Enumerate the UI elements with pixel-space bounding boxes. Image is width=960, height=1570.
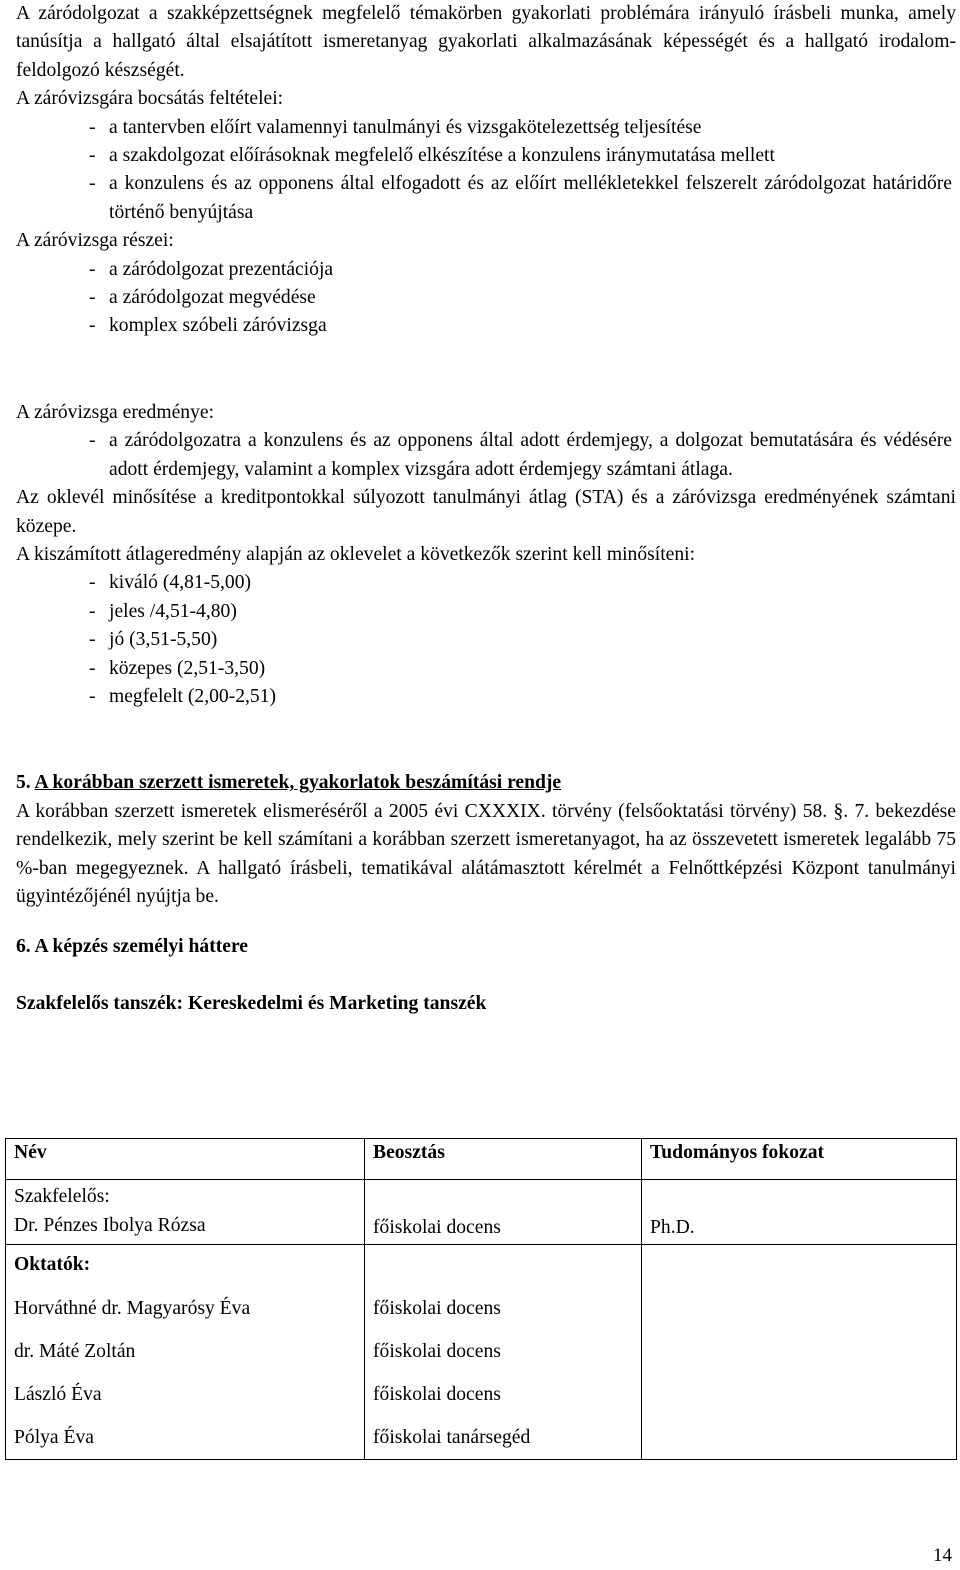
- list-item: - jó (3,51-5,50): [89, 629, 218, 651]
- lecturer-position: főiskolai docens: [373, 1298, 501, 1319]
- table-row: [6, 1180, 957, 1245]
- list-item: - kiváló (4,81-5,00): [89, 572, 252, 594]
- parts-title: A záróvizsga részei:: [16, 230, 174, 252]
- diploma-paragraph: Az oklevél minősítése a kreditpontokkal súlyozott tanulmányi átlag (STA) és a záróvizsga eredményének számtani közepe.: [16, 487, 956, 537]
- department-heading: Szakfelelős tanszék: Kereskedelmi és Marketing tanszék: [16, 992, 487, 1014]
- responsible-degree: Ph.D.: [650, 1217, 695, 1238]
- header-position: Beosztás: [365, 1139, 642, 1180]
- list-item: - komplex szóbeli záróvizsga: [89, 315, 327, 337]
- responsible-label: Szakfelelős:: [14, 1186, 110, 1207]
- list-item: - a szakdolgozat előírásoknak megfelelő elkészítése a konzulens iránymutatása mellett: [89, 145, 775, 167]
- intro-paragraph: A záródolgozat a szakképzettségnek megfelelő témakörben gyakorlati problémára irányuló írásbeli munka, amely tanúsítja a hallgató által elsajátított ismeretanyag gyakorlati alkalmazásának képességét és a hallgató irodalom-feldolgozó készségét.: [16, 3, 956, 81]
- list-item: - a tantervben előírt valamennyi tanulmányi és vizsgakötelezettség teljesítése: [89, 116, 702, 138]
- header-name: Név: [6, 1139, 365, 1180]
- list-item: - a konzulens és az opponens által elfogadott és az előírt mellékletekkel felszerelt záródolgozat határidőre történő benyújtása: [89, 173, 952, 223]
- section-5-paragraph: A korábban szerzett ismeretek elismeréséről a 2005 évi CXXXIX. törvény (felsőoktatási törvény) 58. §. 7. bekezdése rendelkezik, mely szerint be kell számítani a korábban szerzett ismeretanyagot, ha az összevetett ismeretek legalább 75 %-ban megegyeznek. A hallgató írásbeli, tematikával alátámasztott kérelmét a Felnőttképzési Központ tanulmányi ügyintézőjénél nyújtja be.: [16, 800, 956, 907]
- grading-title: A kiszámított átlageredmény alapján az oklevelet a következők szerint kell minősíteni:: [16, 543, 696, 565]
- admission-title: A záróvizsgára bocsátás feltételei:: [16, 88, 284, 110]
- lecturer-name: László Éva: [14, 1384, 102, 1405]
- list-item: - a záródolgozatra a konzulens és az opponens által adott érdemjegy, a dolgozat bemutatására és védésére adott érdemjegy, valamint a komplex vizsgára adott érdemjegy számtani átlaga.: [89, 430, 952, 480]
- document-page: [16, 0, 956, 1018]
- list-item: - a záródolgozat megvédése: [89, 287, 316, 309]
- page-number: 14: [933, 1545, 952, 1566]
- list-item: - a záródolgozat prezentációja: [89, 258, 334, 280]
- result-title: A záróvizsga eredménye:: [16, 401, 215, 423]
- section-6-heading: 6. A képzés személyi háttere: [16, 936, 248, 958]
- lecturer-name: dr. Máté Zoltán: [14, 1341, 136, 1362]
- lecturer-position: főiskolai docens: [373, 1341, 501, 1362]
- lecturer-name: Horváthné dr. Magyarósy Éva: [14, 1298, 251, 1319]
- lecturer-position: főiskolai docens: [373, 1384, 501, 1405]
- table-row: [6, 1245, 957, 1460]
- list-item: - közepes (2,51-3,50): [89, 657, 266, 679]
- staff-table: [5, 1138, 957, 1460]
- section-5-title: A korábban szerzett ismeretek, gyakorlatok beszámítási rendje: [34, 772, 562, 794]
- lecturer-name: Pólya Éva: [14, 1427, 94, 1448]
- responsible-name: Dr. Pénzes Ibolya Rózsa: [14, 1215, 206, 1236]
- list-item: - jeles /4,51-4,80): [89, 600, 237, 622]
- list-item: - megfelelt (2,00-2,51): [89, 685, 277, 707]
- responsible-position: főiskolai docens: [373, 1217, 501, 1238]
- section-5-heading: 5. A korábban szerzett ismeretek, gyakorlatok beszámítási rendje: [16, 772, 562, 794]
- header-degree: Tudományos fokozat: [642, 1139, 957, 1180]
- lecturers-label: Oktatók:: [14, 1254, 91, 1275]
- table-header-row: [6, 1139, 957, 1180]
- lecturer-position: főiskolai tanársegéd: [373, 1427, 531, 1448]
